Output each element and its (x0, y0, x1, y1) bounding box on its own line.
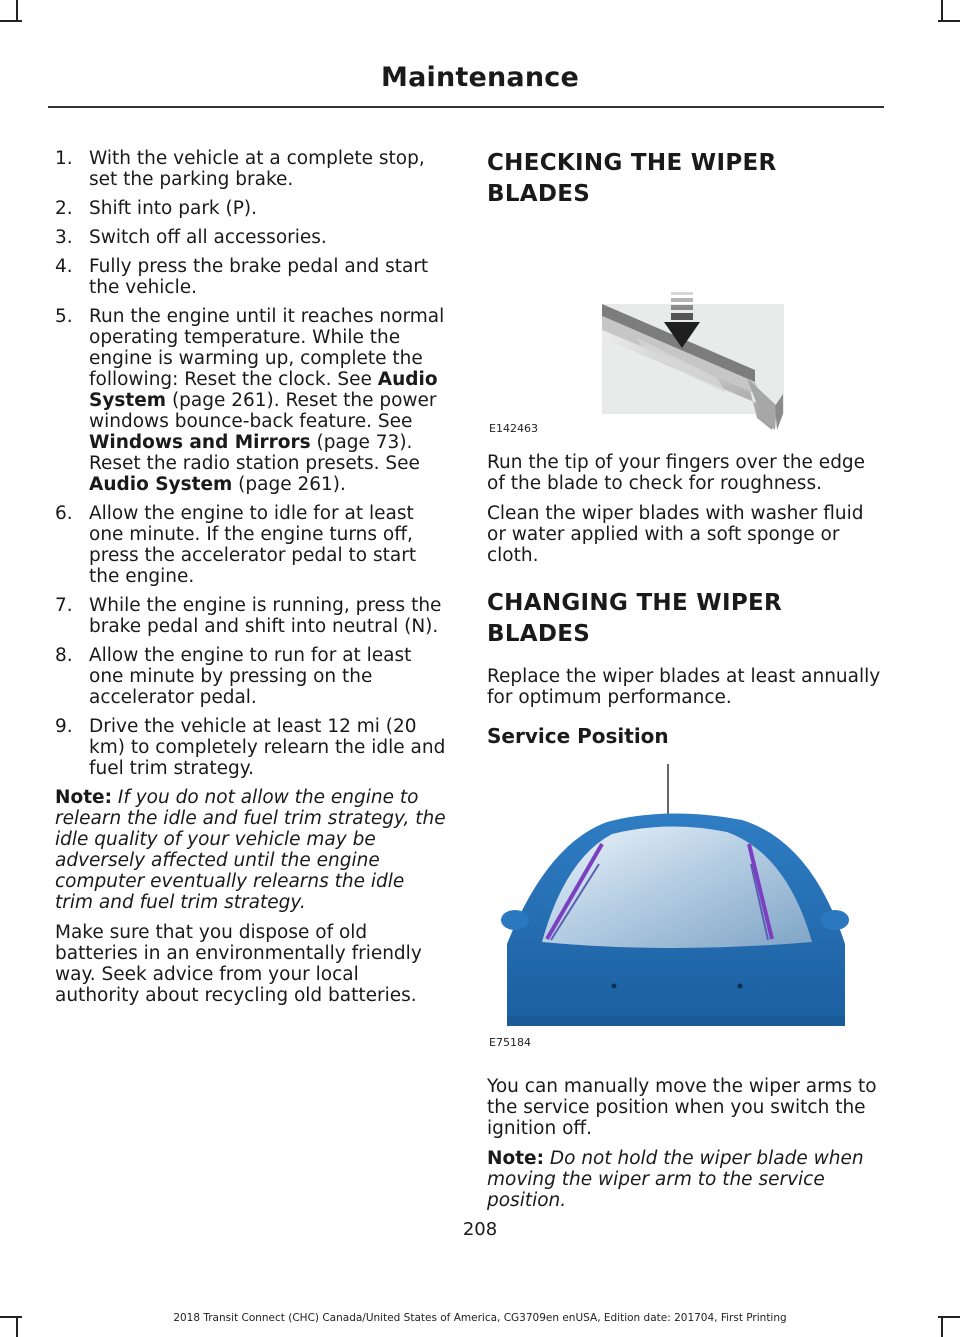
step-text: With the vehicle at a complete stop, set the parking brake. (89, 148, 425, 190)
checking-paragraph-1: Run the tip of your fingers over the edge of the blade to check for roughness. (487, 452, 866, 494)
service-position-heading: Service Position (487, 724, 669, 748)
step-7 (55, 595, 447, 637)
crop-mark (0, 20, 22, 22)
note-paragraph (55, 787, 447, 913)
step-text: Allow the engine to run for at least one minute by pressing on the accelerator pedal. (89, 645, 412, 708)
left-column (55, 148, 447, 1015)
crop-mark (16, 0, 18, 22)
checking-paragraph-2: Clean the wiper blades with washer fluid or water applied with a soft sponge or cloth. (487, 503, 864, 566)
step-text: Shift into park (P). (89, 198, 257, 219)
step-text: Drive the vehicle at least 12 mi (20 km) to completely relearn the idle and fuel trim strategy. (89, 716, 446, 779)
car-windshield-illustration (487, 754, 882, 1052)
step-text: While the engine is running, press the brake pedal and shift into neutral (N). (89, 595, 442, 637)
service-position-figure (487, 754, 882, 1052)
wiper-blade-illustration (487, 218, 882, 440)
right-column (487, 148, 882, 1220)
step-number: 6. (55, 503, 73, 524)
crop-mark (938, 20, 960, 22)
step-number: 8. (55, 645, 73, 666)
step-text: (page 261). Reset the power windows bounce-back feature. See (89, 390, 437, 432)
checking-heading: CHECKING THE WIPER BLADES (487, 150, 777, 207)
page-number: 208 (462, 1219, 498, 1240)
figure-code: E75184 (489, 1036, 531, 1049)
step-text: Run the engine until it reaches normal operating temperature. While the engine is warming up, complete the following: Reset the clock. See (89, 306, 445, 390)
wiper-blade-figure (487, 218, 882, 440)
step-text: Fully press the brake pedal and start the vehicle. (89, 256, 429, 298)
step-text: (page 261). (232, 474, 346, 495)
step-number: 9. (55, 716, 73, 737)
step-number: 4. (55, 256, 73, 277)
step-4 (55, 256, 447, 298)
step-8 (55, 645, 447, 708)
note-paragraph (487, 1148, 882, 1211)
page-title: Maintenance (381, 62, 579, 93)
footer-text: 2018 Transit Connect (CHC) Canada/United States of America, CG3709en enUSA, Edition date: 201704, First Printing (173, 1312, 787, 1324)
step-number: 1. (55, 148, 73, 169)
step-9 (55, 716, 447, 779)
step-text: Allow the engine to idle for at least one minute. If the engine turns off, press the accelerator pedal to start the engine. (89, 503, 417, 587)
step-3 (55, 227, 447, 248)
note-label: Note: (487, 1148, 544, 1169)
step-number: 2. (55, 198, 73, 219)
step-number: 7. (55, 595, 73, 616)
step-text: Switch off all accessories. (89, 227, 327, 248)
note-text: If you do not allow the engine to relearn the idle and fuel trim strategy, the idle quality of your vehicle may be adversely affected until the engine computer eventually relearns the idle trim and fuel trim strategy. (55, 787, 446, 913)
crop-mark (941, 0, 943, 22)
service-paragraph: You can manually move the wiper arms to the service position when you switch the ignition off. (487, 1076, 877, 1139)
changing-paragraph: Replace the wiper blades at least annually for optimum performance. (487, 666, 881, 708)
windows-mirrors-link[interactable]: Windows and Mirrors (89, 432, 311, 453)
note-label: Note: (55, 787, 112, 808)
changing-heading: CHANGING THE WIPER BLADES (487, 590, 783, 647)
step-1 (55, 148, 447, 190)
step-5 (55, 306, 447, 495)
step-number: 3. (55, 227, 73, 248)
step-2 (55, 198, 447, 219)
note-text: Do not hold the wiper blade when moving the wiper arm to the service position. (487, 1148, 864, 1211)
step-6 (55, 503, 447, 587)
step-text: (page 73). Reset the radio station presets. See (89, 432, 420, 474)
procedure-steps (55, 148, 447, 779)
batteries-paragraph: Make sure that you dispose of old batteries in an environmentally friendly way. Seek advice from your local authority about recycling old batteries. (55, 922, 422, 1006)
audio-system-link[interactable]: Audio System (89, 474, 233, 495)
step-number: 5. (55, 306, 73, 327)
header-rule (48, 106, 884, 108)
figure-code: E142463 (489, 422, 538, 435)
audio-system-link[interactable]: Audio System (89, 369, 438, 411)
